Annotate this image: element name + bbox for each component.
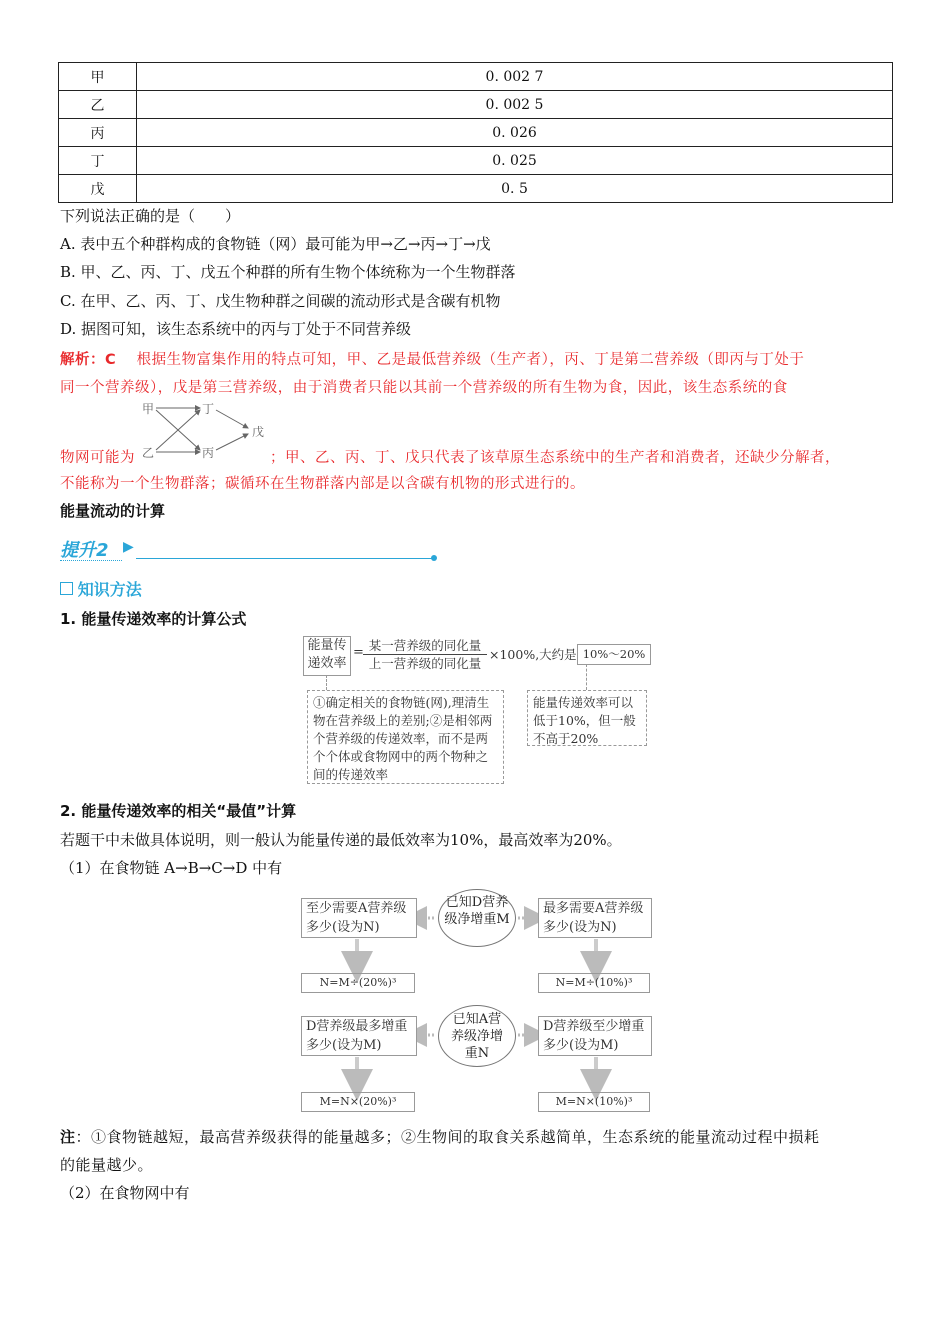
- food-chain-diagram: [300, 887, 652, 1117]
- web-node-wu: 戊: [252, 425, 265, 439]
- box-top-right: 最多需要A营养级多少(设为N): [538, 898, 652, 938]
- banner-dot: [431, 555, 437, 561]
- banner-tisheng: [60, 536, 440, 562]
- option-b: B. 甲、乙、丙、丁、戊五个种群的所有生物个体统称为一个生物群落: [60, 263, 516, 281]
- efficiency-formula: 能量传递效率 = 某一营养级的同化量 上一营养级的同化量 ×100%,大约是 10%～20%: [303, 636, 663, 676]
- food-web-diagram: [140, 398, 270, 464]
- analysis-line-2: 同一个营养级），戊是第三营养级，由于消费者只能以其前一个营养级的所有生物为食，因此，该生态系统的食: [60, 380, 788, 396]
- question-stem: 下列说法正确的是（ ）: [60, 207, 241, 225]
- note-line-2: 的能量越少。: [60, 1156, 154, 1174]
- ellipse-bottom-center: 已知A营养级净增重N: [438, 1005, 516, 1067]
- table-row: 乙 0. 002 5: [59, 91, 893, 119]
- checkbox-icon: [60, 582, 73, 595]
- option-d: D. 据图可知，该生态系统中的丙与丁处于不同营养级: [60, 320, 412, 338]
- formula-m-10: M=N×(10%)³: [538, 1092, 650, 1112]
- heading-2: 2. 能量传递效率的相关“最值”计算: [60, 802, 297, 820]
- section-title: 能量流动的计算: [60, 502, 166, 520]
- concentration-table: [58, 62, 893, 203]
- option-c: C. 在甲、乙、丙、丁、戊生物种群之间碳的流动形式是含碳有机物: [60, 292, 501, 310]
- analysis-line-3-pre: 物网可能为: [60, 450, 135, 466]
- note-label: 注: [60, 1128, 76, 1146]
- formula-note-right: 能量传递效率可以低于10%，但一般不高于20%: [527, 690, 647, 746]
- analysis-label: 解析：C: [60, 352, 117, 368]
- analysis-line-1: 解析：C 根据生物富集作用的特点可知，甲、乙是最低营养级（生产者），丙、丁是第二营养级（即丙与丁处于: [60, 352, 805, 368]
- web-node-yi: 乙: [142, 446, 155, 460]
- formula-suffix: ×100%,大约是: [489, 647, 577, 662]
- banner-line: [136, 558, 434, 559]
- ellipse-top-center: 已知D营养级净增重M: [438, 889, 516, 947]
- note-line-1: 注：①食物链越短，最高营养级获得的能量越多；②生物间的取食关系越简单，生态系统的能量流动过程中损耗: [60, 1128, 820, 1146]
- banner-arrow-icon: ▶: [123, 539, 134, 555]
- analysis-line-4: 不能称为一个生物群落；碳循环在生物群落内部是以含碳有机物的形式进行的。: [60, 476, 585, 492]
- table-row: 戊 0. 5: [59, 175, 893, 203]
- box-bottom-right: D营养级至少增重多少(设为M): [538, 1016, 652, 1056]
- banner-underline: [60, 560, 122, 562]
- box-bottom-left: D营养级最多增重多少(设为M): [301, 1016, 417, 1056]
- table-row: 甲 0. 002 7: [59, 63, 893, 91]
- table-row: 丁 0. 025: [59, 147, 893, 175]
- formula-m-20: M=N×(20%)³: [301, 1092, 415, 1112]
- formula-fraction: [363, 637, 487, 672]
- formula-numerator: 某一营养级的同化量: [368, 638, 482, 653]
- formula-denominator: 上一营养级的同化量: [363, 654, 487, 672]
- paragraph-3: （2）在食物网中有: [60, 1184, 190, 1202]
- web-node-ding: 丁: [202, 402, 215, 416]
- formula-note-left: ①确定相关的食物链(网),理清生物在营养级上的差别;②是相邻两个营养级的传递效率，而不是两个个体或食物网中的两个物种之间的传递效率: [307, 690, 504, 784]
- box-top-left: 至少需要A营养级多少(设为N): [301, 898, 417, 938]
- web-node-jia: 甲: [142, 402, 155, 416]
- option-a: A. 表中五个种群构成的食物链（网）最可能为甲→乙→丙→丁→戊: [60, 235, 491, 253]
- formula-label: 能量传递效率: [303, 636, 351, 676]
- formula-range: 10%～20%: [577, 644, 651, 665]
- table-row: 丙 0. 026: [59, 119, 893, 147]
- formula-n-10: N=M÷(10%)³: [538, 973, 650, 993]
- banner-label: 提升2: [60, 540, 109, 561]
- knowledge-title: 知识方法: [77, 580, 142, 599]
- paragraph-2: （1）在食物链 A→B→C→D 中有: [60, 859, 283, 877]
- knowledge-heading: [60, 577, 142, 600]
- formula-n-20: N=M÷(20%)³: [301, 973, 415, 993]
- analysis-line-3-post: ；甲、乙、丙、丁、戊只代表了该草原生态系统中的生产者和消费者，还缺少分解者，: [270, 450, 840, 466]
- web-node-bing: 丙: [202, 446, 215, 460]
- heading-1: 1. 能量传递效率的计算公式: [60, 610, 247, 628]
- paragraph-1: 若题干中未做具体说明，则一般认为能量传递的最低效率为10%，最高效率为20%。: [60, 831, 622, 849]
